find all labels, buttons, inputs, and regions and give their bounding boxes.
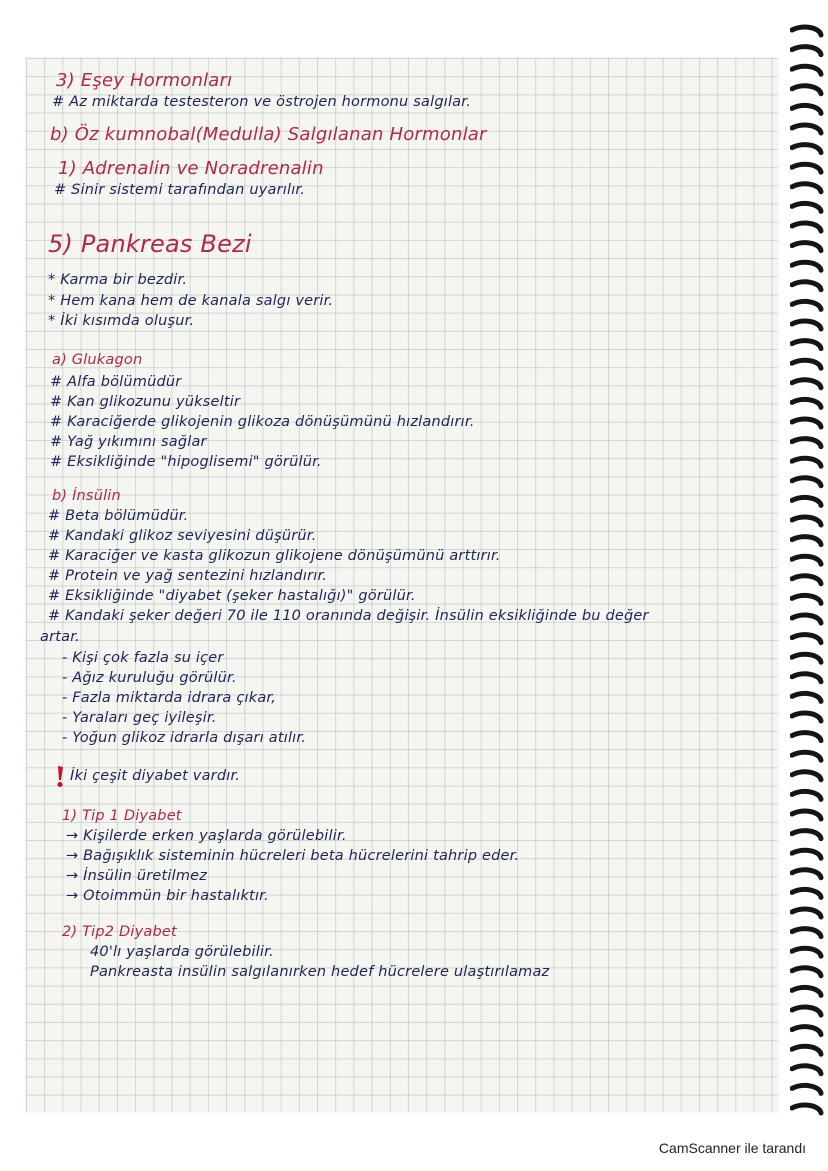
scanner-watermark: CamScanner ile tarandı xyxy=(658,1140,806,1156)
spiral-loop xyxy=(792,1046,821,1054)
note-line: → Kişilerde erken yaşlarda görülebilir. xyxy=(66,828,347,844)
spiral-loop xyxy=(792,184,821,192)
note-line: # Beta bölümüdür. xyxy=(48,508,189,524)
spiral-loop xyxy=(792,791,821,799)
spiral-loop xyxy=(792,752,821,760)
spiral-loop xyxy=(792,517,821,525)
note-line: * Hem kana hem de kanala salgı verir. xyxy=(48,293,334,309)
spiral-loop xyxy=(792,654,821,662)
note-line: Pankreasta insülin salgılanırken hedef hücrelere ulaştırılamaz xyxy=(90,964,550,980)
spiral-loop xyxy=(792,262,821,270)
note-line: - Fazla miktarda idrara çıkar, xyxy=(62,690,277,706)
note-line: → İnsülin üretilmez xyxy=(66,868,208,884)
note-line: → Otoimmün bir hastalıktır. xyxy=(66,888,269,904)
spiral-loop xyxy=(792,733,821,741)
note-line: 1) Tip 1 Diyabet xyxy=(62,808,182,824)
spiral-loop xyxy=(792,47,821,55)
note-line: - Yaraları geç iyileşir. xyxy=(62,710,217,726)
spiral-loop xyxy=(792,635,821,643)
spiral-loop xyxy=(792,301,821,309)
note-line: # Yağ yıkımını sağlar xyxy=(50,434,207,450)
spiral-loop xyxy=(792,987,821,995)
spiral-loop xyxy=(792,223,821,231)
spiral-loop xyxy=(792,125,821,133)
spiral-loop xyxy=(792,889,821,897)
note-line: b) Öz kumnobal(Medulla) Salgılanan Hormonlar xyxy=(50,124,487,145)
spiral-binding xyxy=(790,22,824,1122)
spiral-loop xyxy=(792,360,821,368)
note-line: 2) Tip2 Diyabet xyxy=(62,924,177,940)
spiral-loop xyxy=(792,693,821,701)
spiral-loop xyxy=(792,282,821,290)
spiral-loop xyxy=(792,831,821,839)
exclamation-icon xyxy=(56,766,64,788)
spiral-loop xyxy=(792,948,821,956)
spiral-loop xyxy=(792,1105,821,1113)
note-line: # Az miktarda testesteron ve östrojen hormonu salgılar. xyxy=(52,94,471,110)
note-line: - Ağız kuruluğu görülür. xyxy=(62,670,237,686)
spiral-loop xyxy=(792,674,821,682)
note-line: → Bağışıklık sisteminin hücreleri beta hücrelerini tahrip eder. xyxy=(66,848,520,864)
spiral-loop xyxy=(792,66,821,74)
spiral-loop xyxy=(792,968,821,976)
note-line: 40'lı yaşlarda görülebilir. xyxy=(90,944,274,960)
spiral-loop xyxy=(792,811,821,819)
spiral-loop xyxy=(792,27,821,35)
spiral-loop xyxy=(792,850,821,858)
spiral-loop xyxy=(792,439,821,447)
note-line: 3) Eşey Hormonları xyxy=(56,70,233,91)
spiral-loop xyxy=(792,713,821,721)
spiral-loop xyxy=(792,576,821,584)
note-line: # Eksikliğinde "diyabet (şeker hastalığı)" görülür. xyxy=(48,588,416,604)
note-line: a) Glukagon xyxy=(52,352,143,368)
spiral-loop xyxy=(792,86,821,94)
notebook-page xyxy=(26,58,778,1112)
note-line: 5) Pankreas Bezi xyxy=(48,230,252,258)
note-line: 1) Adrenalin ve Noradrenalin xyxy=(58,158,324,179)
note-line: # Kandaki glikoz seviyesini düşürür. xyxy=(48,528,317,544)
spiral-loop xyxy=(792,909,821,917)
spiral-loop xyxy=(792,929,821,937)
note-line: # Protein ve yağ sentezini hızlandırır. xyxy=(48,568,328,584)
note-line: b) İnsülin xyxy=(52,488,121,504)
spiral-loop xyxy=(792,321,821,329)
note-line: artar. xyxy=(40,629,80,645)
note-line: # Sinir sistemi tarafından uyarılır. xyxy=(54,182,306,198)
spiral-loop xyxy=(792,145,821,153)
spiral-loop xyxy=(792,380,821,388)
spiral-loop xyxy=(792,1066,821,1074)
spiral-loop xyxy=(792,399,821,407)
note-line: # Karaciğerde glikojenin glikoza dönüşümünü hızlandırır. xyxy=(50,414,475,430)
spiral-loop xyxy=(792,458,821,466)
spiral-loop xyxy=(792,164,821,172)
spiral-loop xyxy=(792,1085,821,1093)
note-line: # Kandaki şeker değeri 70 ile 110 oranında değişir. İnsülin eksikliğinde bu değer xyxy=(48,608,649,624)
spiral-loop xyxy=(792,870,821,878)
spiral-loop xyxy=(792,615,821,623)
note-line: * İki kısımda oluşur. xyxy=(48,313,195,329)
spiral-loop xyxy=(792,243,821,251)
note-line: - Yoğun glikoz idrarla dışarı atılır. xyxy=(62,730,307,746)
spiral-loop xyxy=(792,497,821,505)
spiral-loop xyxy=(792,341,821,349)
spiral-loop xyxy=(792,1007,821,1015)
spiral-loop xyxy=(792,537,821,545)
spiral-loop xyxy=(792,419,821,427)
note-line: # Alfa bölümüdür xyxy=(50,374,182,390)
note-line: # Kan glikozunu yükseltir xyxy=(50,394,241,410)
spiral-loop xyxy=(792,105,821,113)
note-line: İki çeşit diyabet vardır. xyxy=(70,768,241,784)
spiral-loop xyxy=(792,203,821,211)
spiral-loop xyxy=(792,595,821,603)
spiral-loop xyxy=(792,556,821,564)
spiral-loop xyxy=(792,478,821,486)
spiral-loop xyxy=(792,772,821,780)
note-line: # Eksikliğinde "hipoglisemi" görülür. xyxy=(50,454,322,470)
note-line: # Karaciğer ve kasta glikozun glikojene dönüşümünü arttırır. xyxy=(48,548,501,564)
note-line: * Karma bir bezdir. xyxy=(48,272,188,288)
note-line: - Kişi çok fazla su içer xyxy=(62,650,224,666)
spiral-loop xyxy=(792,1027,821,1035)
